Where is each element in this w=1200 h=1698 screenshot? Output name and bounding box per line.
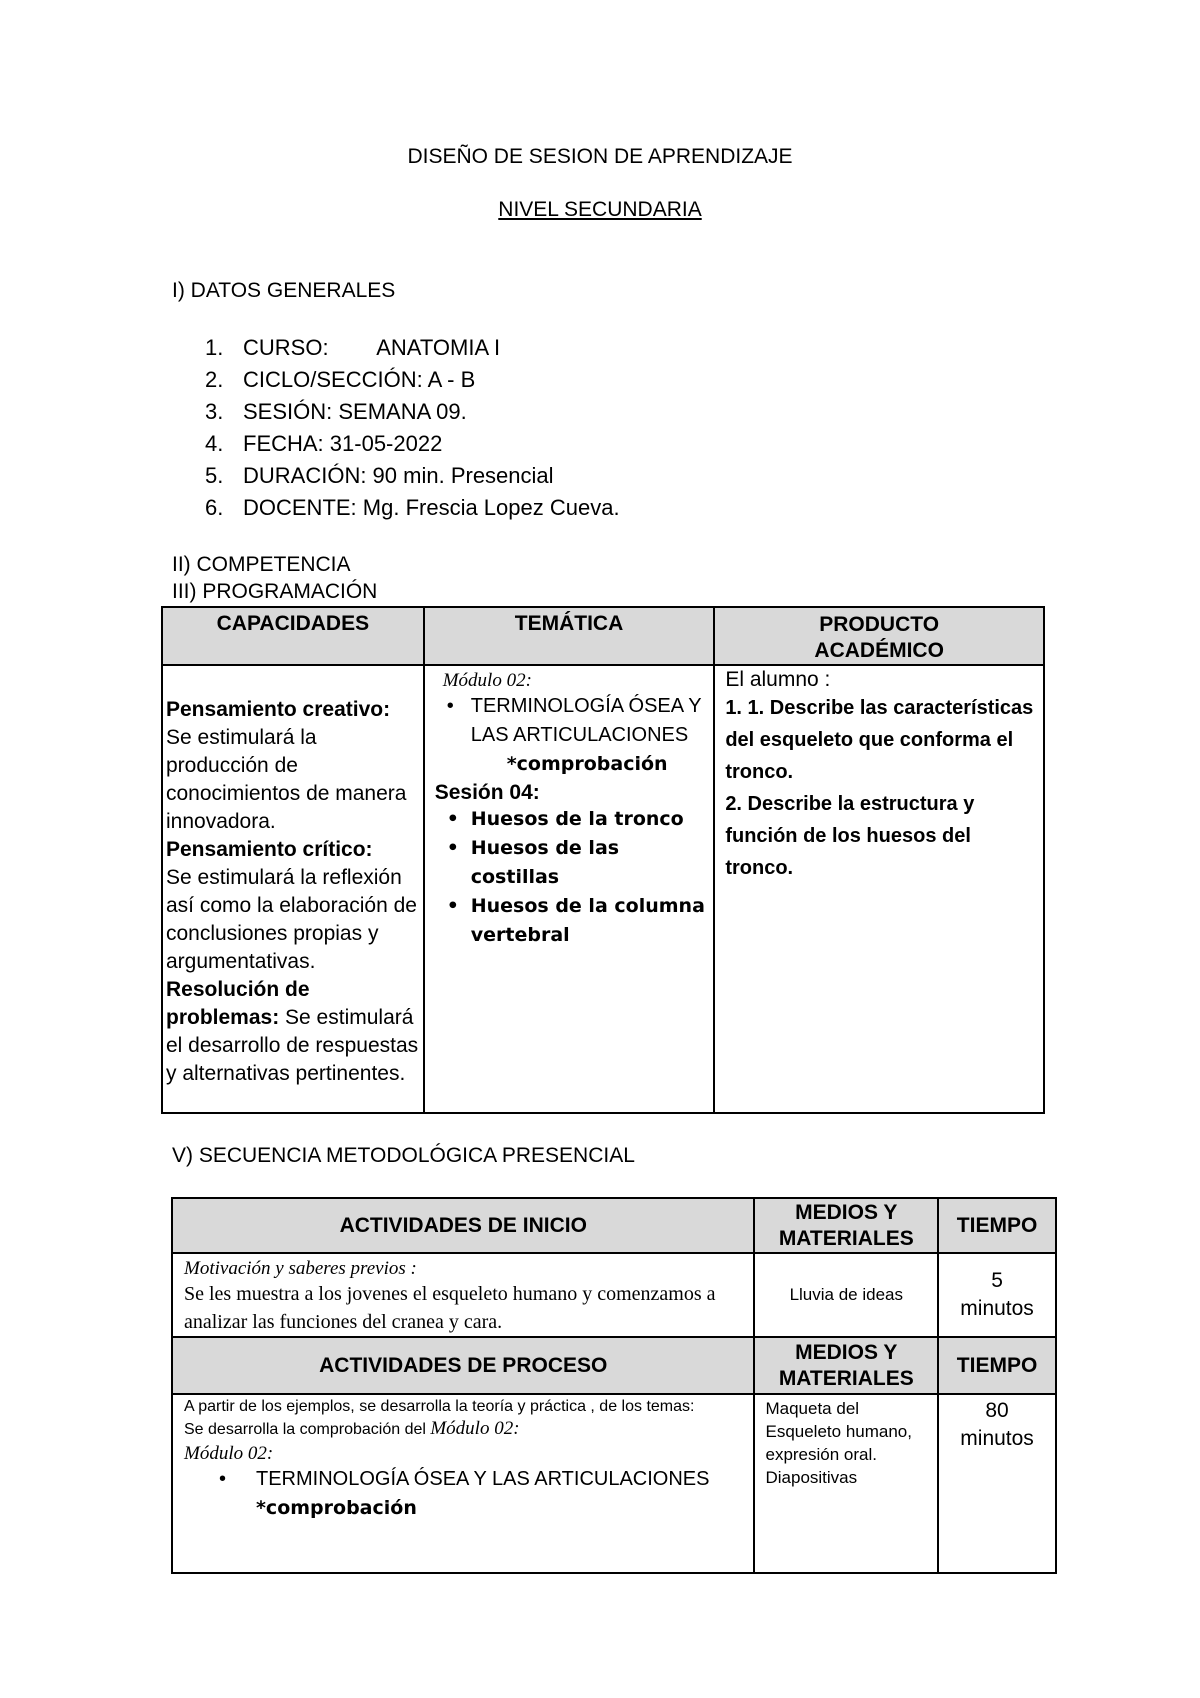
header-medios: MEDIOS Y MATERIALES [754, 1198, 938, 1253]
list-item: 2. CICLO/SECCIÓN: A - B [205, 367, 476, 392]
programacion-table [161, 606, 1045, 1114]
proceso-cell [172, 1394, 754, 1573]
bullet-icon: • [446, 895, 459, 917]
capacidades-cell [162, 665, 424, 1113]
inicio-tiempo: 5 minutos [938, 1253, 1056, 1337]
header-medios: MEDIOS Y MATERIALES [754, 1337, 938, 1394]
tematica-item: • TERMINOLOGÍA ÓSEA Y LAS ARTICULACIONES [435, 692, 710, 750]
header-tiempo: TIEMPO [938, 1337, 1056, 1394]
producto-line: 2. Describe la estructura y función de los huesos del tronco. [725, 793, 975, 879]
bullet-icon: • [446, 837, 459, 859]
capacidad-title: Pensamiento crítico: [166, 838, 373, 861]
proceso-text: Se desarrolla la comprobación del Módulo 02: [184, 1418, 520, 1439]
list-item: 5. DURACIÓN: 90 min. Presencial [205, 463, 554, 488]
page-title: DISEÑO DE SESION DE APRENDIZAJE [407, 145, 793, 168]
datos-list [205, 332, 620, 524]
capacidad-title: Pensamiento creativo: [166, 698, 391, 721]
proceso-text: A partir de los ejemplos, se desarrolla la teoría y práctica , de los temas: [184, 1398, 695, 1415]
tematica-cell [424, 665, 715, 1113]
section-heading-secuencia: V) SECUENCIA METODOLÓGICA PRESENCIAL [172, 1144, 635, 1167]
modulo-label: Módulo 02: [442, 670, 532, 691]
comprobacion-label: *comprobación [256, 1497, 417, 1519]
modulo-label: Módulo 02: [184, 1443, 274, 1464]
header-actividades-inicio: ACTIVIDADES DE INICIO [172, 1198, 754, 1253]
producto-intro: El alumno : [725, 668, 831, 691]
col-header-capacidades: CAPACIDADES [162, 607, 424, 665]
secuencia-table [171, 1197, 1057, 1574]
proceso-tiempo: 80 minutos [938, 1394, 1056, 1573]
inicio-cell [172, 1253, 754, 1337]
header-tiempo: TIEMPO [938, 1198, 1056, 1253]
sesion-label: Sesión 04: [434, 781, 540, 804]
bullet-icon: • [446, 808, 459, 830]
producto-line: 1. 1. Describe las características del esqueleto que conforma el tronco. [725, 697, 1034, 783]
tematica-item: • Huesos de la columna vertebral [435, 892, 710, 950]
inicio-text: Se les muestra a los jovenes el esqueleto humano y comenzamos a analizar las funciones del cranea y cara. [184, 1283, 716, 1333]
motivacion-label: Motivación y saberes previos : [184, 1258, 417, 1279]
section-heading-datos: I) DATOS GENERALES [172, 279, 396, 302]
col-header-tematica: TEMÁTICA [424, 607, 715, 665]
producto-cell [714, 665, 1044, 1113]
inicio-medios: Lluvia de ideas [754, 1253, 938, 1337]
list-item: 4. FECHA: 31-05-2022 [205, 431, 443, 456]
list-item: 6. DOCENTE: Mg. Frescia Lopez Cueva. [205, 495, 620, 520]
tematica-item: • Huesos de la tronco [435, 805, 710, 834]
list-item: 1. CURSO: ANATOMIA I [205, 335, 501, 360]
comprobacion-label: *comprobación [506, 753, 668, 775]
col-header-producto: PRODUCTO ACADÉMICO [714, 607, 1044, 665]
section-heading-competencia: II) COMPETENCIA [172, 553, 351, 576]
section-heading-programacion: III) PROGRAMACIÓN [172, 580, 378, 603]
tematica-item: • Huesos de las costillas [435, 834, 710, 892]
capacidad-text: Se estimulará la producción de conocimientos de manera innovadora. [166, 726, 407, 833]
proceso-medios: Maqueta del Esqueleto humano, expresión oral. Diapositivas [754, 1394, 938, 1573]
header-actividades-proceso: ACTIVIDADES DE PROCESO [172, 1337, 754, 1394]
bullet-icon: • [219, 1468, 227, 1490]
page-subtitle: NIVEL SECUNDARIA [498, 198, 702, 221]
capacidad-block: Resolución de problemas: Se estimulará el desarrollo de respuestas y alternativas pertinentes. [166, 978, 419, 1085]
proceso-item: • TERMINOLOGÍA ÓSEA Y LAS ARTICULACIONES [184, 1465, 747, 1494]
list-item: 3. SESIÓN: SEMANA 09. [205, 399, 467, 424]
bullet-icon: • [446, 695, 454, 717]
capacidad-text: Se estimulará la reflexión así como la elaboración de conclusiones propias y argumentativas. [166, 866, 417, 973]
